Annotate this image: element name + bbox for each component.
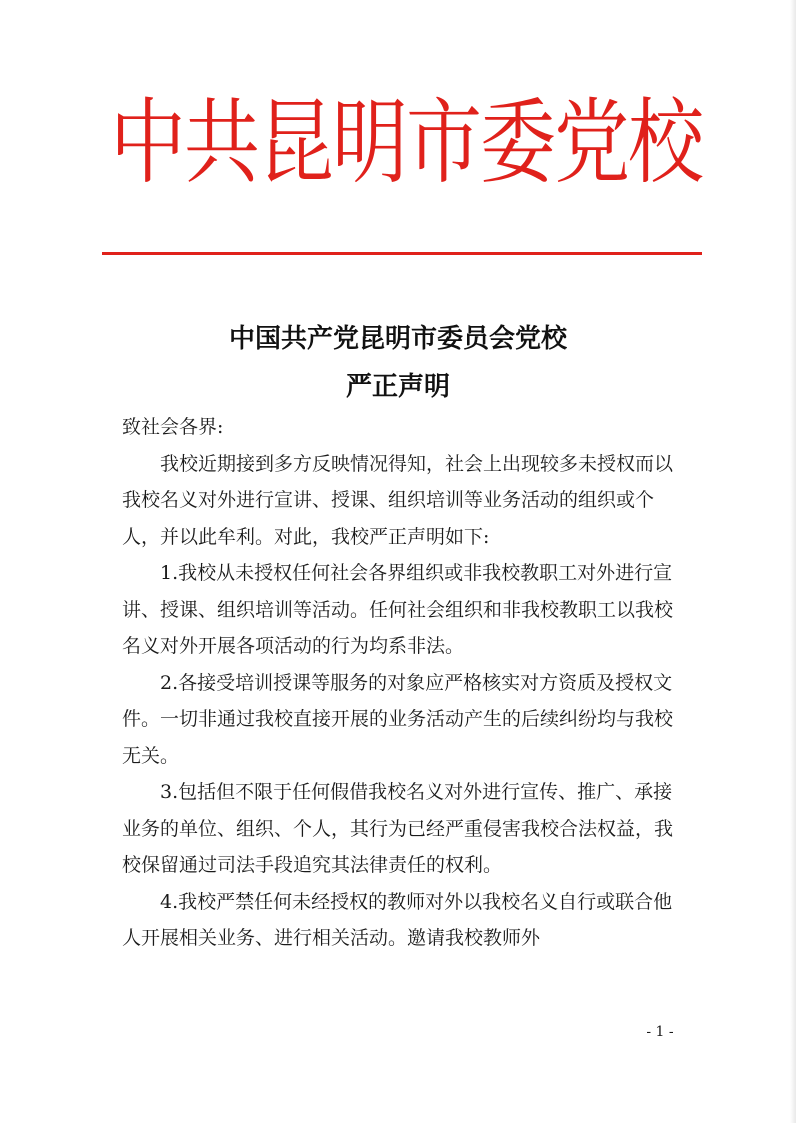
body-paragraph-4: 4.我校严禁任何未经授权的教师对外以我校名义自行或联合他人开展相关业务、进行相关活动。邀请我校教师外 — [122, 890, 673, 949]
body-paragraph-intro: 我校近期接到多方反映情况得知，社会上出现较多未授权而以我校名义对外进行宣讲、授课、组织培训等业务活动的组织或个人，并以此牟利。对此，我校严正声明如下: — [122, 452, 674, 548]
document-title-line2: 严正声明 — [345, 372, 450, 402]
salutation: 致社会各界: — [122, 416, 224, 438]
body-paragraph-1: 1.我校从未授权任何社会各界组织或非我校教职工对外进行宣讲、授课、组织培训等活动。任何社会组织和非我校教职工以我校名义对外开展各项活动的行为均系非法。 — [122, 562, 674, 657]
document-body — [122, 409, 678, 957]
page-number: - 1 - — [646, 1024, 674, 1040]
body-paragraph-3: 3.包括但不限于任何假借我校名义对外进行宣传、推广、承接业务的单位、组织、个人，其行为已经严重侵害我校合法权益，我校保留通过司法手段追究其法律责任的权利。 — [122, 781, 674, 876]
document-title-line1: 中国共产党昆明市委员会党校 — [228, 324, 567, 354]
body-paragraph-2: 2.各接受培训授课等服务的对象应严格核实对方资质及授权文件。一切非通过我校直接开展的业务活动产生的后续纠纷均与我校无关。 — [122, 671, 674, 767]
masthead-title: 中共昆明市委党校 — [110, 88, 702, 197]
page-edge-shadow — [790, 0, 796, 1123]
masthead-red-rule — [102, 252, 702, 255]
